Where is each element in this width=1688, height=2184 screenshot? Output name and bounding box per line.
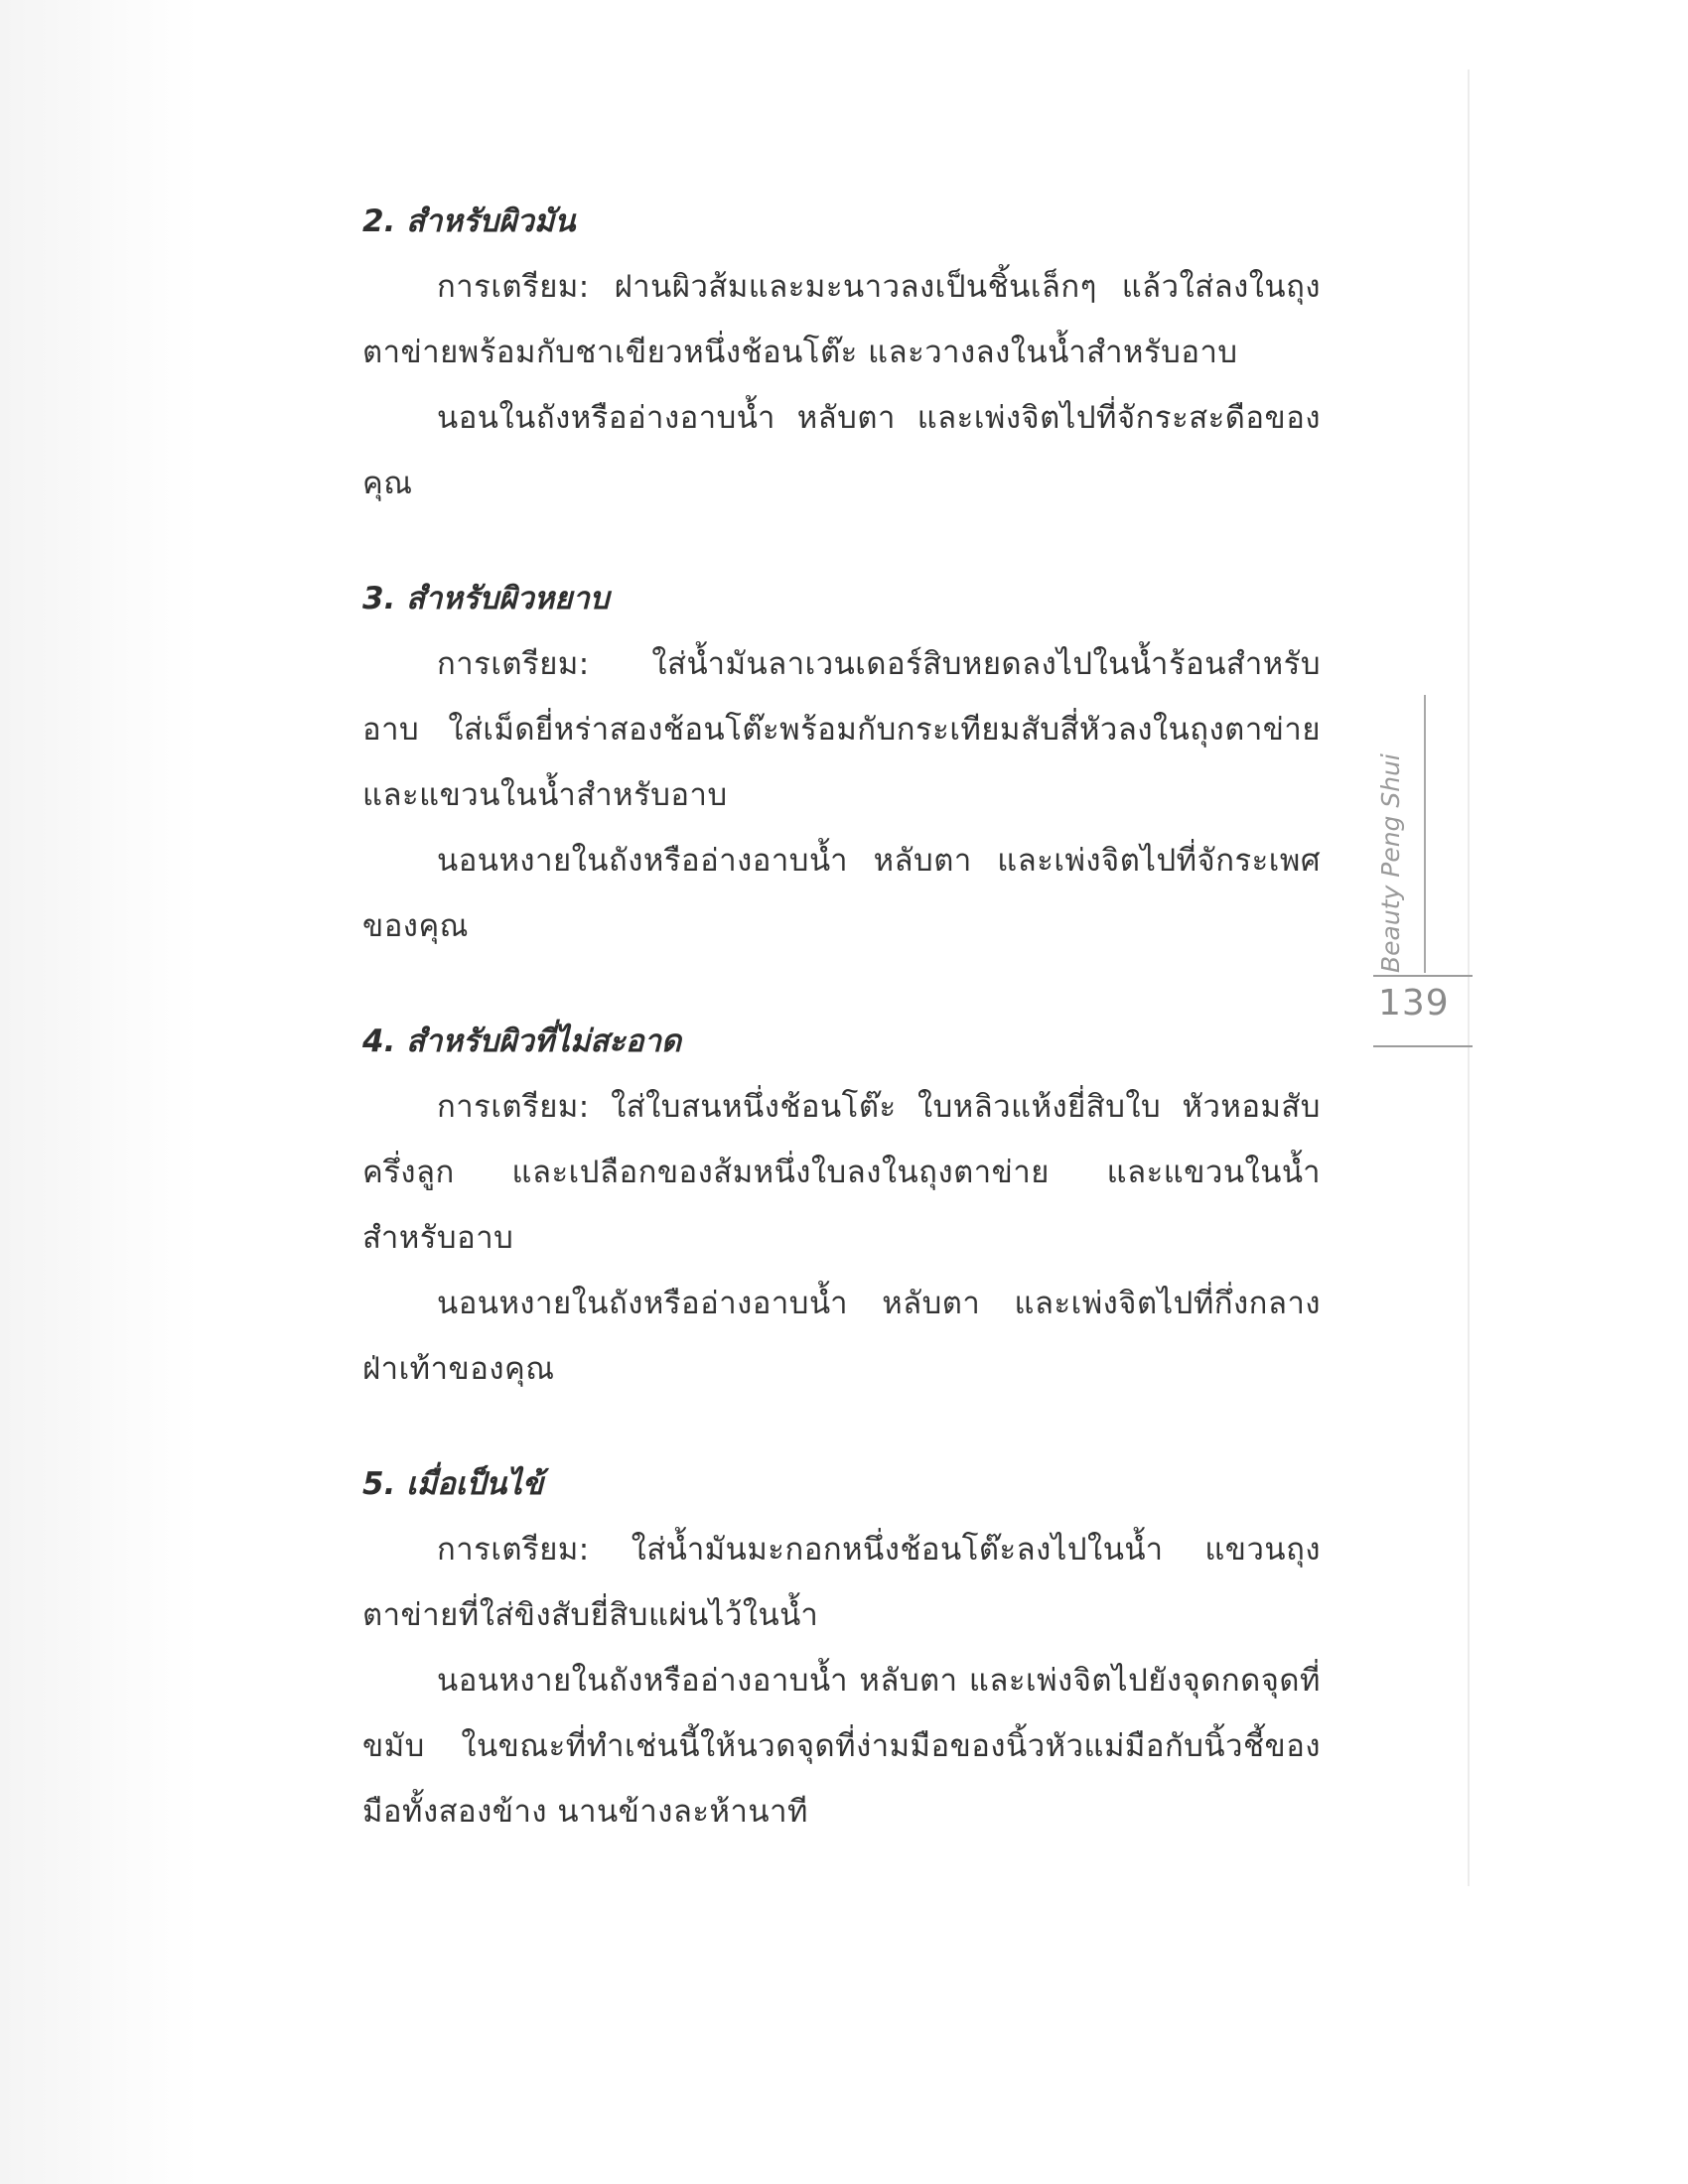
section-oily-skin <box>362 189 1321 516</box>
section-paragraph: นอนหงายในถังหรืออ่างอาบน้ำ หลับตา และเพ่งจิตไปที่กึ่งกลางฝ่าเท้าของคุณ <box>362 1286 1321 1387</box>
section-unclean-skin <box>362 1009 1321 1402</box>
folio-vertical-rule <box>1424 695 1426 973</box>
section-rough-skin <box>362 566 1321 959</box>
section-paragraph: การเตรียม: ใส่ใบสนหนึ่งช้อนโต๊ะ ใบหลิวแห้งยี่สิบใบ หัวหอมสับครึ่งลูก และเปลือกของส้มหนึ่งใบลงในถุงตาข่าย และแขวนในน้ำสำหรับอาบ <box>362 1089 1321 1256</box>
section-heading: 3. สำหรับผิวหยาบ <box>362 581 610 616</box>
section-paragraph: การเตรียม: ใส่น้ำมันลาเวนเดอร์สิบหยดลงไปในน้ำร้อนสำหรับอาบ ใส่เม็ดยี่หร่าสองช้อนโต๊ะพร้อมกับกระเทียมสับสี่หัวลงในถุงตาข่าย และแขวนในน้ำสำหรับอาบ <box>362 646 1321 813</box>
page-number: 139 <box>1378 983 1450 1024</box>
section-heading: 4. สำหรับผิวที่ไม่สะอาด <box>362 1024 681 1059</box>
section-paragraph: การเตรียม: ใส่น้ำมันมะกอกหนึ่งช้อนโต๊ะลงไปในน้ำ แขวนถุงตาข่ายที่ใส่ขิงสับยี่สิบแผ่นไว้ในน้ำ <box>362 1532 1321 1633</box>
section-heading: 5. เมื่อเป็นไข้ <box>362 1466 544 1502</box>
scan-edge-right <box>1468 69 1470 1886</box>
scan-shadow-left <box>0 0 199 2184</box>
running-title: Beauty Peng Shui <box>1376 753 1405 973</box>
section-heading: 2. สำหรับผิวมัน <box>362 204 576 239</box>
page-body <box>362 189 1321 1894</box>
folio-rule-bottom <box>1373 1045 1473 1047</box>
section-fever <box>362 1451 1321 1844</box>
folio-rule-top <box>1373 975 1473 977</box>
section-paragraph: นอนหงายในถังหรืออ่างอาบน้ำ หลับตา และเพ่งจิตไปยังจุดกดจุดที่ขมับ ในขณะที่ทำเช่นนี้ให้นวดจุดที่ง่ามมือของนิ้วหัวแม่มือกับนิ้วชี้ของมือทั้งสองข้าง นานข้างละห้านาที <box>362 1663 1321 1830</box>
section-paragraph: นอนหงายในถังหรืออ่างอาบน้ำ หลับตา และเพ่งจิตไปที่จักระเพศของคุณ <box>362 843 1321 944</box>
section-paragraph: การเตรียม: ฝานผิวส้มและมะนาวลงเป็นชิ้นเล็กๆ แล้วใส่ลงในถุงตาข่ายพร้อมกับชาเขียวหนึ่งช้อนโต๊ะ และวางลงในน้ำสำหรับอาบ <box>362 269 1321 370</box>
section-paragraph: นอนในถังหรืออ่างอาบน้ำ หลับตา และเพ่งจิตไปที่จักระสะดือของคุณ <box>362 400 1321 501</box>
